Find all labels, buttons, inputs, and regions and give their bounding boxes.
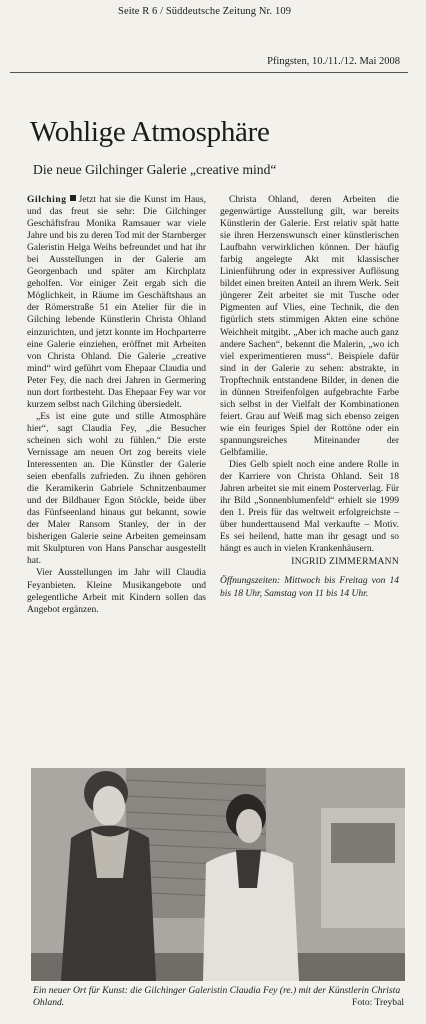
article-subheadline: Die neue Gilchinger Galerie „creative mind“ [33, 162, 277, 177]
article-paragraph [27, 194, 206, 411]
photo-credit: Foto: Treybal [352, 997, 404, 1008]
article-paragraph: Christa Ohland, deren Arbeiten die gegenwärtige Ausstellung gilt, war bereits Künstlerin der Galerie. Erst relativ spät hatte sie ihren Herzenswunsch einer künstlerischen Laufbahn verwirklichen können. Der häufig farbig angelegte Akt mit klassischer Linienführung oder in expressiver Auflösung bildet einen breiten Anteil an ihrem Werk. Seit jüngerer Zeit arbeitet sie mit Tusche oder Pigmenten auf Vlies, eine Technik, die den figürlich stets stimmigen Akten eine schöne Weichheit mitgibt. „Aber ich mache auch ganz andere Sachen“, bekennt die Malerin, „wo ich viel experimentieren muss“. Beispiele dafür sind in der Galerie zu sehen: abstrakte, in Tropftechnik entstandene Bilder, in denen die in dünnen Streifenfolgen aufgebrachte Farbe sich selbst in der Vielfalt der Kombinationen feiert. Grau auf Weiß mag sich ebenso zeigen wie ein feuriges Spiel der Rottöne oder ein spannungsreiches Miteinander der Gelbfamilie. [220, 195, 399, 458]
dateline: Gilching [27, 195, 67, 205]
photo-illustration [31, 768, 405, 981]
article-paragraph: Vier Ausstellungen im Jahr will Claudia Feyanbieten. Kleine Musikangebote und gelegentliche Arbeit mit Kindern sollen das Angebot ergänzen. [27, 568, 206, 615]
article-paragraph: Dies Gelb spielt noch eine andere Rolle in der Karriere von Christa Ohland. Seit 18 Jahren arbeitet sie mit einem Posterverlag. Für ihr Bild „Sonnenblumenfeld“ erhielt sie 1999 den 1. Preis für das weltweit erfolgreichste – über hunderttausend Mal verkaufte – Motiv. Es sei heilend, hatte man ihr gesagt und so hängt es auch in vielen Krankenhäusern. [220, 460, 399, 555]
author-byline: INGRID ZIMMERMANN [291, 557, 399, 568]
page-header: Seite R 6 / Süddeutsche Zeitung Nr. 109 [118, 6, 292, 17]
issue-date: Pfingsten, 10./11./12. Mai 2008 [267, 56, 400, 67]
opening-hours: Öffnungszeiten: Mittwoch bis Freitag von 14 bis 18 Uhr, Samstag von 11 bis 14 Uhr. [220, 576, 399, 599]
lead-text: Jetzt hat sie die Kunst im Haus, und das freut sie sehr: Die Gilchinger Geschäftsfrau Monika Ramsauer war viele Jahre und bis zu deren Tod mit der Starnberger Galeristin Helga Weihs befreundet und hat ihr bei Ausstellungen in der Galerie am Georgenbach und später am Kirchplatz geholfen. Vor einiger Zeit ergab sich die Möglichkeit, in Räume im Geschäftshaus an der Römerstraße 51 ein Atelier für die in Gilching lebende Künstlerin Christa Ohland einzurichten, und jetzt konnte im Hochparterre eine Galerie einziehen, eröffnet mit Arbeiten von Christa Ohland. Die Galerie „creative mind“ wird geführt vom Ehepaar Claudia und Peter Fey, die nach drei Jahren in Germering nun dort fortbesteht. Das Ehepaar Fey war vor kurzem selbst nach Gilching übersiedelt. [27, 195, 206, 410]
article-paragraph: „Es ist eine gute und stille Atmosphäre hier“, sagt Claudia Fey, „die Besucher scheinen sich wohl zu fühlen.“ Die erste Vernissage am neuen Ort zog bereits viele Interessenten an. Die Künstler der Galerie seien ebenfalls zufrieden. Zu ihnen gehören die Keramikerin Gabriele Schnitzenbaumer und der Bildhauer Egon Stöckle, beide über das Fünfseenland hinaus gut bekannt, sowie der Maler Ransom Stanley, der in der bisherigen Galerie seine Arbeiten gemeinsam mit Skulpturen von Hans Panschar ausgestellt hat. [27, 411, 206, 567]
square-bullet-icon [70, 195, 76, 201]
header-rule [10, 72, 408, 73]
article-column-left [27, 194, 206, 616]
article-headline: Wohlige Atmosphäre [30, 116, 270, 148]
article-column-right [220, 194, 399, 600]
article-photo [31, 768, 405, 981]
photo-caption: Ein neuer Ort für Kunst: die Gilchinger Galeristin Claudia Fey (re.) mit der Künstlerin Christa Ohland. [33, 985, 401, 1008]
bleed-through-text [322, 112, 422, 172]
